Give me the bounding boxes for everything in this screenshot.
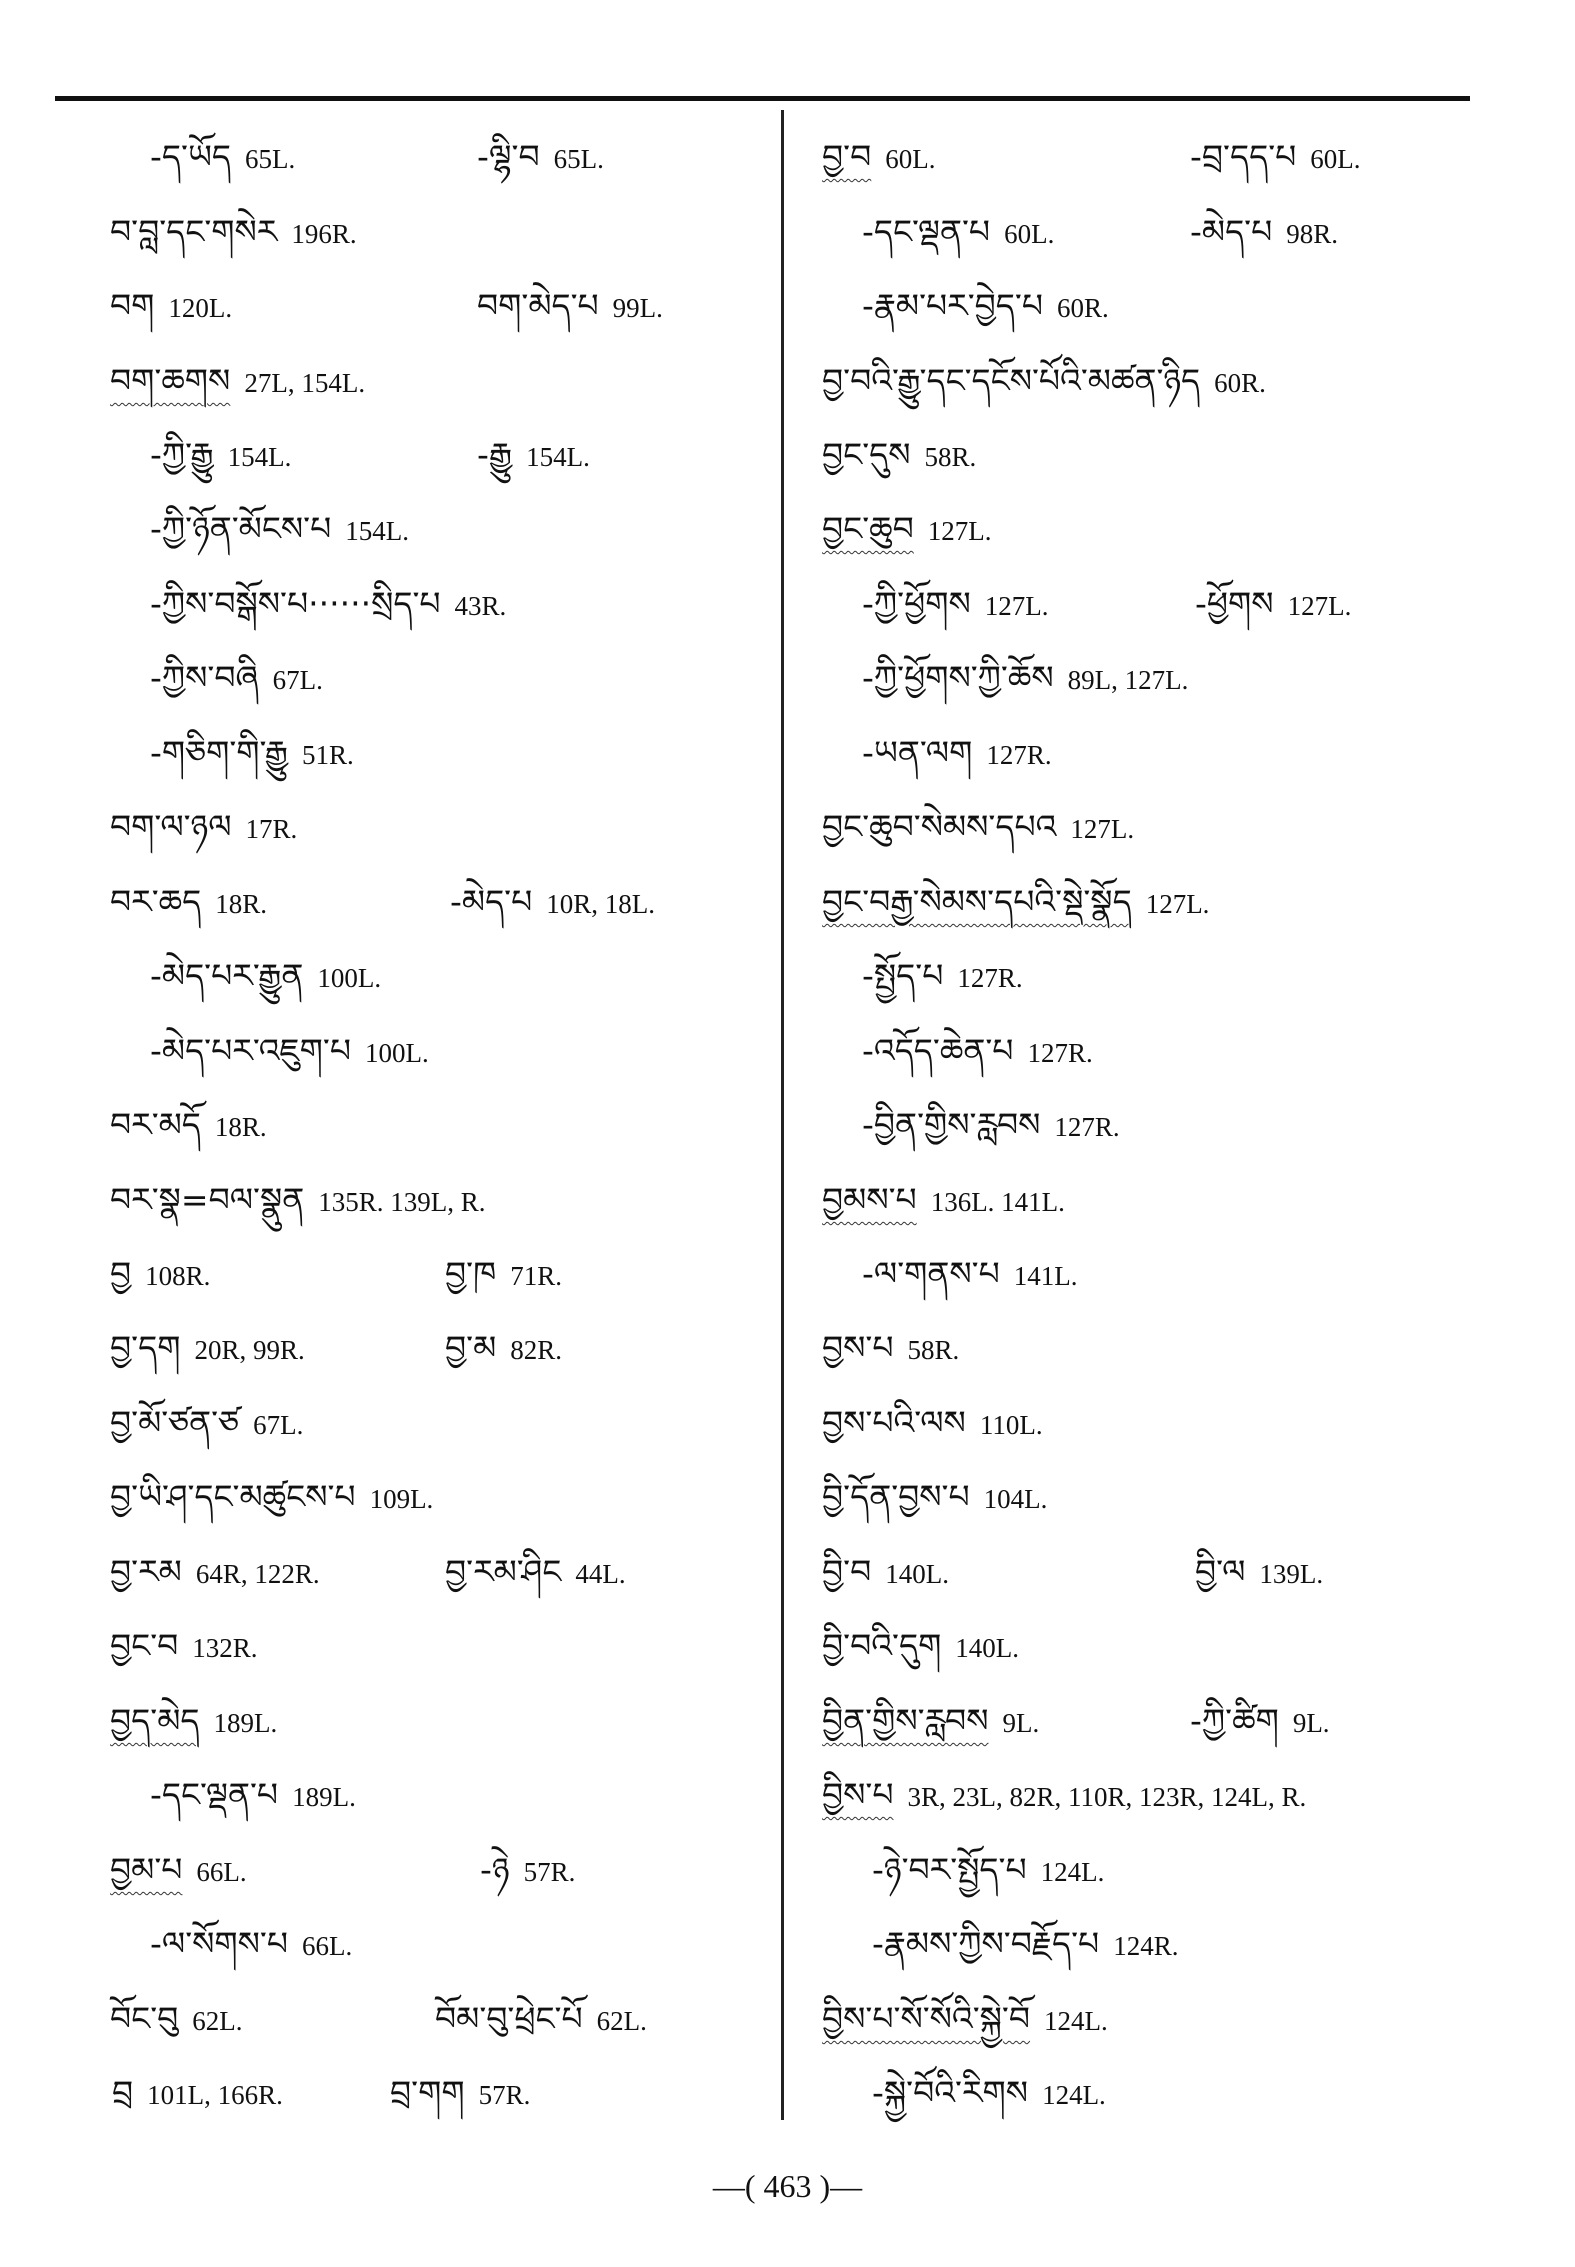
entry [822, 137, 936, 176]
entry [862, 1254, 1078, 1293]
entry [822, 509, 992, 548]
entry-term: བྱ་མ [445, 1328, 497, 1367]
entry [150, 658, 323, 697]
entry-term: བྱས་པའི་ལས [822, 1403, 966, 1442]
entry-term: བྱ་བའི་རྒྱུ་དང་དངོས་པོའི་མཚན་ཉིད [822, 361, 1201, 400]
entry [110, 286, 233, 325]
entry [150, 956, 382, 995]
entry-ref: 100L. [317, 963, 382, 993]
entry-term: -སྐྱེ་བོའི་རིགས [872, 2073, 1029, 2112]
entry [862, 733, 1052, 772]
entry [822, 1775, 1307, 1814]
entry [150, 137, 296, 176]
entry [862, 658, 1189, 697]
entry-ref: 64R, 122R. [195, 1559, 320, 1589]
entry-ref: 141L. [1013, 1261, 1078, 1291]
entry-ref: 60R. [1057, 293, 1109, 323]
entry [862, 1105, 1120, 1144]
entry-term: བར་ཆད [110, 882, 202, 921]
entry [150, 509, 409, 548]
entry-term: -ཀྱིས་བཞི [150, 658, 259, 697]
top-rule [55, 96, 1470, 101]
entry-term: -སྤྱོད་པ [862, 956, 944, 995]
entry [480, 1850, 576, 1889]
entry [477, 435, 590, 474]
entry-term: བོམ་བུ་ཕྲེང་པོ [435, 1999, 583, 2038]
entry [110, 1552, 320, 1591]
entry-term: -ཀྱི་ཕྱོགས [862, 584, 971, 623]
entry [862, 212, 1055, 251]
entry [822, 1626, 1020, 1665]
entry [150, 733, 354, 772]
entry [1190, 137, 1361, 176]
entry [862, 286, 1109, 325]
entry-term: བྱ་རམ [110, 1552, 182, 1591]
entry-term: བ་བླ་དང་གསེར [110, 212, 278, 251]
entry [862, 1031, 1093, 1070]
entry-term: -གཅིག་གི་རྒྱུ [150, 733, 289, 772]
entry [872, 1924, 1179, 1963]
entry [1195, 584, 1352, 623]
entry-term: -ལ་གནས་པ [862, 1254, 1000, 1293]
entry-term: བྱིས་པ [822, 1775, 894, 1814]
entry-term: -ཀྱིས་བསྒོས་པ······སྲིད་པ [150, 584, 441, 623]
entry-term: -ལྷི་བ [477, 137, 540, 176]
entry-ref: 124L. [1044, 2006, 1108, 2036]
entry [822, 1328, 960, 1367]
entry-ref: 18R. [214, 1112, 267, 1142]
entry [110, 1626, 258, 1665]
entry-term: བྱད་མེད [110, 1701, 200, 1740]
entry [862, 584, 1049, 623]
entry-ref: 127R. [1054, 1112, 1120, 1142]
entry-term: -ཀྱི་རྒྱུ [150, 435, 214, 474]
entry-ref: 9L. [1002, 1708, 1040, 1738]
entry [1190, 212, 1339, 251]
entry [822, 1180, 1065, 1219]
entry-ref: 65L. [553, 144, 604, 174]
entry-term: བྱི་བའི་དུག [822, 1626, 942, 1665]
entry-ref: 9L. [1292, 1708, 1330, 1738]
entry-term: བྱིས་པ་སོ་སོའི་སྐྱེ་བོ [822, 1999, 1030, 2038]
entry-term: བག་ལ་ཉལ [110, 807, 232, 846]
entry-term: -མེད་པར་འཇུག་པ [150, 1031, 351, 1070]
entry [110, 1328, 305, 1367]
entry-ref: 189L. [213, 1708, 278, 1738]
entry [862, 956, 1023, 995]
entry-ref: 62L. [596, 2006, 647, 2036]
entry [150, 1924, 353, 1963]
entry-term: -བྱིན་གྱིས་རླབས [862, 1105, 1041, 1144]
entry-ref: 18R. [215, 889, 268, 919]
entry-term: བག་མེད་པ [477, 286, 599, 325]
entry-ref: 189L. [292, 1782, 356, 1812]
entry [110, 1403, 304, 1442]
entry-ref: 127R. [1027, 1038, 1093, 1068]
column-divider [781, 110, 784, 2120]
entry [150, 1031, 429, 1070]
entry-ref: 139L. [1259, 1559, 1324, 1589]
entry-ref: 124L. [1040, 1857, 1105, 1887]
entry-ref: 154L. [345, 516, 409, 546]
entry [110, 212, 357, 251]
entry [822, 807, 1135, 846]
entry-ref: 140L. [885, 1559, 949, 1589]
entry-ref: 127L. [1070, 814, 1135, 844]
entry-term: བྱང་ཆུབ [822, 509, 914, 548]
entry-ref: 127L. [927, 516, 992, 546]
entry-ref: 109L. [369, 1484, 434, 1514]
entry [822, 435, 977, 474]
entry-ref: 124R. [1113, 1931, 1179, 1961]
entry [390, 2073, 531, 2112]
entry [110, 1477, 434, 1516]
entry-term: -དང་ལྡན་པ [862, 212, 991, 251]
entry [110, 807, 298, 846]
entry [150, 435, 292, 474]
entry-term: -ཉེ་བར་སྤྱོད་པ [872, 1850, 1027, 1889]
entry-term: བྱིན་གྱིས་རླབས [822, 1701, 989, 1740]
entry-ref: 108R. [145, 1261, 211, 1291]
entry-ref: 104L. [983, 1484, 1048, 1514]
entry-term: བྱང་བ [110, 1626, 179, 1665]
entry-ref: 66L. [302, 1931, 353, 1961]
entry-ref: 60L. [1004, 219, 1055, 249]
entry-term: -ཀྱི་ཚིག [1190, 1701, 1279, 1740]
entry-ref: 196R. [291, 219, 357, 249]
entry-term: -མེད་པ [1190, 212, 1273, 251]
entry-term: -ཉེ [480, 1850, 510, 1889]
entry-ref: 140L. [955, 1633, 1020, 1663]
entry-term: -ཀྱི་ཉོན་མོངས་པ [150, 509, 332, 548]
entry-term: བྱ་ཁ [445, 1254, 497, 1293]
entry-term: བར་སྣ=བལ་སྣུན [110, 1180, 305, 1219]
entry-term: -རྒྱུ [477, 435, 513, 474]
entry [112, 2073, 283, 2112]
entry-term: བྱ་བ [822, 137, 872, 176]
entry-ref: 99L. [612, 293, 663, 323]
entry-term: བྱི་བ [822, 1552, 872, 1591]
entry-ref: 27L, 154L. [244, 368, 366, 398]
entry-ref: 154L. [227, 442, 292, 472]
entry-term: བྱམ་པ [110, 1850, 183, 1889]
entry-term: -རྣམ་པར་བྱེད་པ [862, 286, 1043, 325]
entry [1190, 1701, 1330, 1740]
entry-ref: 101L, 166R. [147, 2080, 283, 2110]
entry-term: -འདོད་ཆེན་པ [862, 1031, 1014, 1070]
entry [445, 1552, 626, 1591]
entry-term: -བྲ་དད་པ [1190, 137, 1297, 176]
entry-ref: 127L. [984, 591, 1049, 621]
entry-term: བྱ་དག [110, 1328, 181, 1367]
entry [872, 1850, 1105, 1889]
entry-term: -དང་ལྡན་པ [150, 1775, 279, 1814]
entry [822, 1477, 1048, 1516]
entry [822, 1701, 1040, 1740]
entry-ref: 120L. [168, 293, 233, 323]
entry-ref: 71R. [510, 1261, 562, 1291]
entry-term: བྱི་ལ [1195, 1552, 1246, 1591]
entry [110, 1999, 243, 2038]
entry-ref: 60R. [1214, 368, 1266, 398]
entry-ref: 154L. [526, 442, 590, 472]
entry [110, 882, 268, 921]
entry [110, 1105, 267, 1144]
entry [822, 882, 1210, 921]
entry [110, 1850, 247, 1889]
entry [110, 361, 366, 400]
entry-ref: 3R, 23L, 82R, 110R, 123R, 124L, R. [907, 1782, 1307, 1812]
entry-term: -རྣམས་ཀྱིས་བརྗོད་པ [872, 1924, 1100, 1963]
entry-ref: 124L. [1042, 2080, 1106, 2110]
entry [822, 1403, 1043, 1442]
entry [822, 361, 1266, 400]
entry-ref: 127R. [957, 963, 1023, 993]
entry-term: བྲ་གག [390, 2073, 465, 2112]
entry [110, 1180, 486, 1219]
entry-ref: 127L. [1287, 591, 1352, 621]
entry-term: བྱམས་པ [822, 1180, 917, 1219]
entry-ref: 66L. [196, 1857, 247, 1887]
entry [445, 1328, 563, 1367]
page-number: —( 463 )— [712, 2168, 863, 2204]
entry-term: བག [110, 286, 155, 325]
entry-ref: 10R, 18L. [546, 889, 656, 919]
entry-ref: 60L. [885, 144, 936, 174]
entry-term: -མེད་པ [450, 882, 533, 921]
entry-term: བྱས་པ [822, 1328, 894, 1367]
entry [150, 1775, 356, 1814]
entry-term: བྱང་བརྒྱ་སེམས་དཔའི་སྡེ་སྣོད [822, 882, 1132, 921]
entry-ref: 136L. 141L. [930, 1187, 1065, 1217]
entry [110, 1701, 278, 1740]
entry-ref: 20R, 99R. [194, 1335, 305, 1365]
entry-term: བོང་བུ [110, 1999, 179, 2038]
entry-term: བྱ་ཡི་ཤ་དང་མཚུངས་པ [110, 1477, 356, 1516]
entry-ref: 57R. [478, 2080, 531, 2110]
entry-ref: 89L, 127L. [1067, 665, 1189, 695]
entry-ref: 65L. [244, 144, 296, 174]
entry [110, 1254, 211, 1293]
entry-term: བར་མདོ [110, 1105, 201, 1144]
entry-ref: 110L. [979, 1410, 1043, 1440]
entry-ref: 135R. 139L, R. [318, 1187, 486, 1217]
entry-term: -ཕྱོགས [1195, 584, 1274, 623]
entry-term: བྱ་མོ་ཙན་ཙ [110, 1403, 240, 1442]
entry-ref: 44L. [575, 1559, 626, 1589]
entry-term: -ཡན་ལག [862, 733, 973, 772]
entry-ref: 17R. [245, 814, 298, 844]
entry-ref: 51R. [302, 740, 354, 770]
entry [477, 137, 604, 176]
entry-term: -ཀྱི་ཕྱོགས་ཀྱི་ཆོས [862, 658, 1054, 697]
entry-ref: 127R. [986, 740, 1052, 770]
entry-term: -མེད་པར་རྒྱུན [150, 956, 304, 995]
entry [150, 584, 507, 623]
entry [872, 2073, 1106, 2112]
entry-term: བྱ [110, 1254, 132, 1293]
entry-ref: 67L. [253, 1410, 304, 1440]
entry [822, 1999, 1108, 2038]
entry-term: -ད་ཡོད [150, 137, 231, 176]
entry-ref: 62L. [192, 2006, 243, 2036]
entry [435, 1999, 647, 2038]
entry-ref: 60L. [1310, 144, 1361, 174]
entry-term: -ལ་སོགས་པ [150, 1924, 289, 1963]
entry-ref: 82R. [510, 1335, 563, 1365]
entry-ref: 98R. [1286, 219, 1339, 249]
entry [477, 286, 663, 325]
entry-term: བྱང་དུས [822, 435, 911, 474]
entry-term: བྱང་ཆུབ་སེམས་དཔའ [822, 807, 1057, 846]
entry-ref: 67L. [272, 665, 323, 695]
entry [822, 1552, 949, 1591]
entry-ref: 127L. [1145, 889, 1210, 919]
entry-term: བྲ [112, 2073, 134, 2112]
entry [445, 1254, 562, 1293]
entry-ref: 58R. [924, 442, 977, 472]
entry-ref: 58R. [907, 1335, 960, 1365]
entry-ref: 57R. [523, 1857, 576, 1887]
entry-term: བྱི་དོན་བྱས་པ [822, 1477, 970, 1516]
entry-ref: 132R. [192, 1633, 258, 1663]
entry-term: བྱ་རམ་ཤིང [445, 1552, 562, 1591]
entry-term: བག་ཆགས [110, 361, 231, 400]
entry [1195, 1552, 1324, 1591]
entry-ref: 43R. [454, 591, 507, 621]
entry [450, 882, 656, 921]
entry-ref: 100L. [365, 1038, 429, 1068]
